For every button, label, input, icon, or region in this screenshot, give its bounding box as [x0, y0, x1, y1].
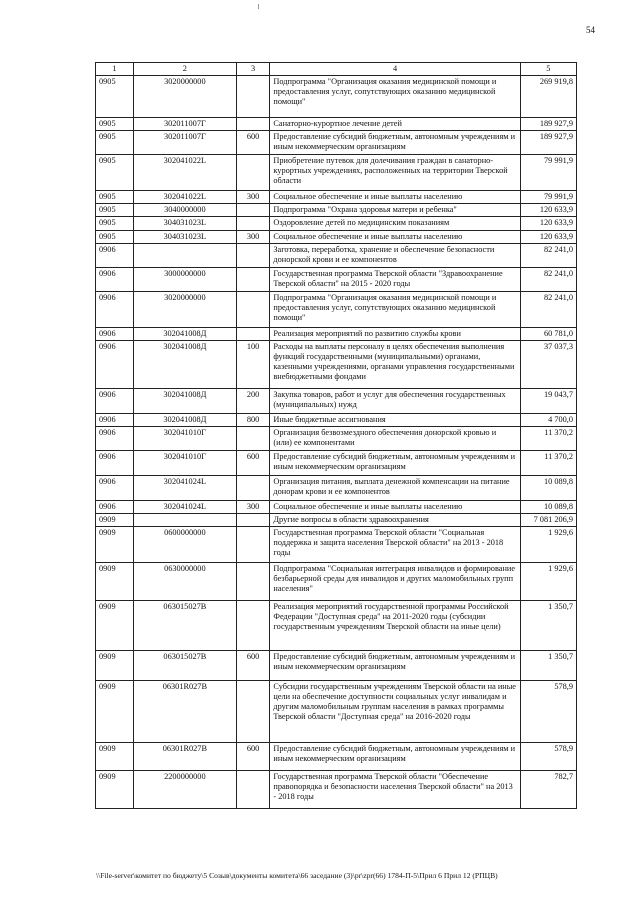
- cell-section: 0906: [96, 340, 134, 388]
- cell-section: 0909: [96, 743, 134, 771]
- cell-amount: 7 081 206,9: [520, 513, 576, 526]
- cell-section: 0909: [96, 513, 134, 526]
- cell-section: 0905: [96, 118, 134, 131]
- cell-section: 0905: [96, 131, 134, 155]
- cell-target-article: 302041024L: [133, 500, 236, 513]
- cell-expense-type: 600: [236, 450, 270, 475]
- cell-expense-type: [236, 118, 270, 131]
- cell-target-article: [133, 513, 236, 526]
- cell-target-article: 3020000000: [133, 291, 236, 327]
- cell-name: Субсидии государственным учреждениям Тверской области на иные цели на обеспечение доступности социальных услуг инвалидам и другим маломобильным группам населения в рамках программы Тверской области "Доступная среда" на 2016-2020 годы: [270, 681, 520, 743]
- cell-expense-type: 200: [236, 388, 270, 413]
- cell-target-article: 06301R027В: [133, 743, 236, 771]
- cell-expense-type: 600: [236, 651, 270, 681]
- table-row: [96, 527, 577, 563]
- cell-expense-type: [236, 601, 270, 651]
- cell-amount: 578,9: [520, 743, 576, 771]
- cell-expense-type: 300: [236, 230, 270, 243]
- table-row: [96, 513, 577, 526]
- cell-expense-type: 800: [236, 413, 270, 426]
- page-number: 54: [586, 25, 595, 35]
- cell-target-article: 06301R027В: [133, 681, 236, 743]
- cell-target-article: 304031023L: [133, 217, 236, 230]
- cell-target-article: 063015027В: [133, 601, 236, 651]
- cell-target-article: 302041010Г: [133, 426, 236, 450]
- table-body: [96, 76, 577, 809]
- cell-amount: 120 633,9: [520, 217, 576, 230]
- cell-section: 0905: [96, 76, 134, 118]
- cell-amount: 60 781,0: [520, 327, 576, 340]
- header-cell-section: 1: [96, 63, 134, 76]
- cell-section: 0905: [96, 155, 134, 191]
- cell-target-article: [133, 243, 236, 267]
- cell-amount: 782,7: [520, 771, 576, 809]
- cell-amount: 269 919,8: [520, 76, 576, 118]
- table-row: [96, 76, 577, 118]
- cell-name: Государственная программа Тверской области "Здравоохранение Тверской области" на 2015 - 2020 годы: [270, 267, 520, 291]
- table-row: [96, 743, 577, 771]
- cell-amount: 1 350,7: [520, 651, 576, 681]
- cell-expense-type: [236, 243, 270, 267]
- cell-section: 0906: [96, 426, 134, 450]
- cell-amount: 11 370,2: [520, 450, 576, 475]
- table-row: [96, 191, 577, 204]
- cell-amount: 11 370,2: [520, 426, 576, 450]
- cell-name: Предоставление субсидий бюджетным, автономным учреждениям и иным некоммерческим организациям: [270, 651, 520, 681]
- cell-section: 0905: [96, 191, 134, 204]
- header-cell-amount: 5: [520, 63, 576, 76]
- cell-expense-type: 600: [236, 131, 270, 155]
- cell-section: 0905: [96, 217, 134, 230]
- cell-section: 0906: [96, 291, 134, 327]
- cell-name: Организация питания, выплата денежной компенсации на питание донорам крови и ее компонентов: [270, 475, 520, 500]
- header-cell-target-article: 2: [133, 63, 236, 76]
- cell-section: 0909: [96, 771, 134, 809]
- cell-name: Социальное обеспечение и иные выплаты населению: [270, 500, 520, 513]
- header-cell-name: 4: [270, 63, 520, 76]
- cell-target-article: 2200000000: [133, 771, 236, 809]
- cell-expense-type: [236, 475, 270, 500]
- cell-expense-type: [236, 267, 270, 291]
- cell-expense-type: 100: [236, 340, 270, 388]
- cell-amount: 10 089,8: [520, 500, 576, 513]
- cell-section: 0909: [96, 651, 134, 681]
- cell-expense-type: 300: [236, 191, 270, 204]
- table-row: [96, 204, 577, 217]
- table-row: [96, 475, 577, 500]
- cell-name: Подпрограмма "Организация оказания медицинской помощи и предоставления услуг, сопутствующих оказанию медицинской помощи": [270, 291, 520, 327]
- cell-amount: 120 633,9: [520, 204, 576, 217]
- cell-section: 0906: [96, 327, 134, 340]
- table-header-row: [96, 63, 577, 76]
- cell-target-article: 0630000000: [133, 563, 236, 601]
- cell-name: Государственная программа Тверской области "Обеспечение правопорядка и безопасности населения Тверской области" на 2013 - 2018 годы: [270, 771, 520, 809]
- table-row: [96, 681, 577, 743]
- cell-target-article: 302041008Д: [133, 388, 236, 413]
- cell-name: Иные бюджетные ассигнования: [270, 413, 520, 426]
- cell-expense-type: [236, 76, 270, 118]
- table-row: [96, 327, 577, 340]
- cell-target-article: 302041022L: [133, 191, 236, 204]
- cell-amount: 37 037,3: [520, 340, 576, 388]
- table-row: [96, 450, 577, 475]
- table-row: [96, 155, 577, 191]
- cell-name: Заготовка, переработка, хранение и обеспечение безопасности донорской крови и ее компонентов: [270, 243, 520, 267]
- cell-section: 0906: [96, 267, 134, 291]
- table-row: [96, 230, 577, 243]
- cell-target-article: 304031023L: [133, 230, 236, 243]
- table-row: [96, 771, 577, 809]
- cell-section: 0906: [96, 243, 134, 267]
- cell-amount: 1 350,7: [520, 601, 576, 651]
- cell-amount: 79 991,9: [520, 155, 576, 191]
- cell-name: Предоставление субсидий бюджетным, автономным учреждениям и иным некоммерческим организациям: [270, 743, 520, 771]
- table-row: [96, 413, 577, 426]
- cell-name: Реализация мероприятий государственной программы Российской Федерации "Доступная среда" на 2011-2020 годы (субсидии государственным учреждениям Тверской области на иные цели): [270, 601, 520, 651]
- cell-target-article: 302011007Г: [133, 118, 236, 131]
- cell-section: 0906: [96, 500, 134, 513]
- cell-amount: 10 089,8: [520, 475, 576, 500]
- cell-name: Приобретение путевок для долечивания граждан в санаторно-курортных учреждениях, расположенных на территории Тверской области: [270, 155, 520, 191]
- cell-expense-type: [236, 681, 270, 743]
- cell-amount: 79 991,9: [520, 191, 576, 204]
- cell-amount: 82 241,0: [520, 267, 576, 291]
- cell-amount: 4 700,0: [520, 413, 576, 426]
- cell-target-article: 302041008Д: [133, 413, 236, 426]
- cell-name: Подпрограмма "Организация оказания медицинской помощи и предоставления услуг, сопутствующих оказанию медицинской помощи": [270, 76, 520, 118]
- cell-expense-type: [236, 513, 270, 526]
- cell-amount: 1 929,6: [520, 527, 576, 563]
- table-row: [96, 217, 577, 230]
- cell-name: Реализация мероприятий по развитию службы крови: [270, 327, 520, 340]
- cell-name: Государственная программа Тверской области "Социальная поддержка и защита населения Тверской области" на 2013 - 2018 годы: [270, 527, 520, 563]
- cell-target-article: 302041022L: [133, 155, 236, 191]
- cell-target-article: 302041008Д: [133, 327, 236, 340]
- cell-expense-type: [236, 204, 270, 217]
- cell-name: Подпрограмма "Охрана здоровья матери и ребенка": [270, 204, 520, 217]
- cell-amount: 82 241,0: [520, 243, 576, 267]
- table-row: [96, 426, 577, 450]
- cell-name: Закупка товаров, работ и услуг для обеспечения государственных (муниципальных) нужд: [270, 388, 520, 413]
- cell-expense-type: [236, 291, 270, 327]
- cell-name: Подпрограмма "Социальная интеграция инвалидов и формирование безбарьерной среды для инвалидов и других маломобильных групп населения": [270, 563, 520, 601]
- cell-name: Предоставление субсидий бюджетным, автономным учреждениям и иным некоммерческим организациям: [270, 450, 520, 475]
- cell-target-article: 3000000000: [133, 267, 236, 291]
- table-row: [96, 601, 577, 651]
- cell-target-article: 3020000000: [133, 76, 236, 118]
- cell-expense-type: [236, 771, 270, 809]
- cell-amount: 120 633,9: [520, 230, 576, 243]
- table-row: [96, 243, 577, 267]
- scan-mark: [258, 4, 259, 9]
- cell-target-article: 302041024L: [133, 475, 236, 500]
- table-row: [96, 131, 577, 155]
- table-row: [96, 340, 577, 388]
- table-row: [96, 563, 577, 601]
- cell-name: Социальное обеспечение и иные выплаты населению: [270, 230, 520, 243]
- cell-target-article: 302011007Г: [133, 131, 236, 155]
- cell-section: 0906: [96, 388, 134, 413]
- cell-target-article: 0600000000: [133, 527, 236, 563]
- header-cell-expense-type: 3: [236, 63, 270, 76]
- cell-section: 0909: [96, 527, 134, 563]
- cell-section: 0906: [96, 450, 134, 475]
- cell-name: Социальное обеспечение и иные выплаты населению: [270, 191, 520, 204]
- cell-name: Предоставление субсидий бюджетным, автономным учреждениям и иным некоммерческим организациям: [270, 131, 520, 155]
- table-row: [96, 651, 577, 681]
- cell-expense-type: 300: [236, 500, 270, 513]
- cell-target-article: 302041008Д: [133, 340, 236, 388]
- cell-name: Другие вопросы в области здравоохранения: [270, 513, 520, 526]
- table-row: [96, 500, 577, 513]
- table-row: [96, 388, 577, 413]
- cell-expense-type: [236, 155, 270, 191]
- cell-target-article: 3040000000: [133, 204, 236, 217]
- cell-section: 0906: [96, 475, 134, 500]
- cell-section: 0909: [96, 563, 134, 601]
- cell-name: Санаторно-курортное лечение детей: [270, 118, 520, 131]
- cell-name: Расходы на выплаты персоналу в целях обеспечения выполнения функций государственными (муниципальными) органами, казенными учреждениями, органами управления государственными внебюджетными фондами: [270, 340, 520, 388]
- cell-amount: 189 927,9: [520, 118, 576, 131]
- cell-expense-type: 600: [236, 743, 270, 771]
- cell-name: Оздоровление детей по медицинским показаниям: [270, 217, 520, 230]
- cell-expense-type: [236, 327, 270, 340]
- cell-expense-type: [236, 563, 270, 601]
- cell-section: 0905: [96, 204, 134, 217]
- table-row: [96, 118, 577, 131]
- cell-section: 0906: [96, 413, 134, 426]
- cell-name: Организация безвозмездного обеспечения донорской кровью и (или) ее компонентами: [270, 426, 520, 450]
- cell-amount: 19 043,7: [520, 388, 576, 413]
- cell-amount: 578,9: [520, 681, 576, 743]
- cell-expense-type: [236, 426, 270, 450]
- cell-target-article: 063015027В: [133, 651, 236, 681]
- cell-section: 0905: [96, 230, 134, 243]
- cell-expense-type: [236, 527, 270, 563]
- budget-table: [95, 62, 577, 809]
- table-row: [96, 267, 577, 291]
- cell-amount: 82 241,0: [520, 291, 576, 327]
- file-path-footer: \\File-server\комитет по бюджету\5 Созыв\документы комитета\66 заседание (3)\pr\zpr(66) 1784-П-5\Прил 6 Прил 12 (РПЦВ): [96, 871, 498, 880]
- cell-amount: 1 929,6: [520, 563, 576, 601]
- cell-amount: 189 927,9: [520, 131, 576, 155]
- cell-section: 0909: [96, 681, 134, 743]
- cell-target-article: 302041010Г: [133, 450, 236, 475]
- cell-expense-type: [236, 217, 270, 230]
- cell-section: 0909: [96, 601, 134, 651]
- table-row: [96, 291, 577, 327]
